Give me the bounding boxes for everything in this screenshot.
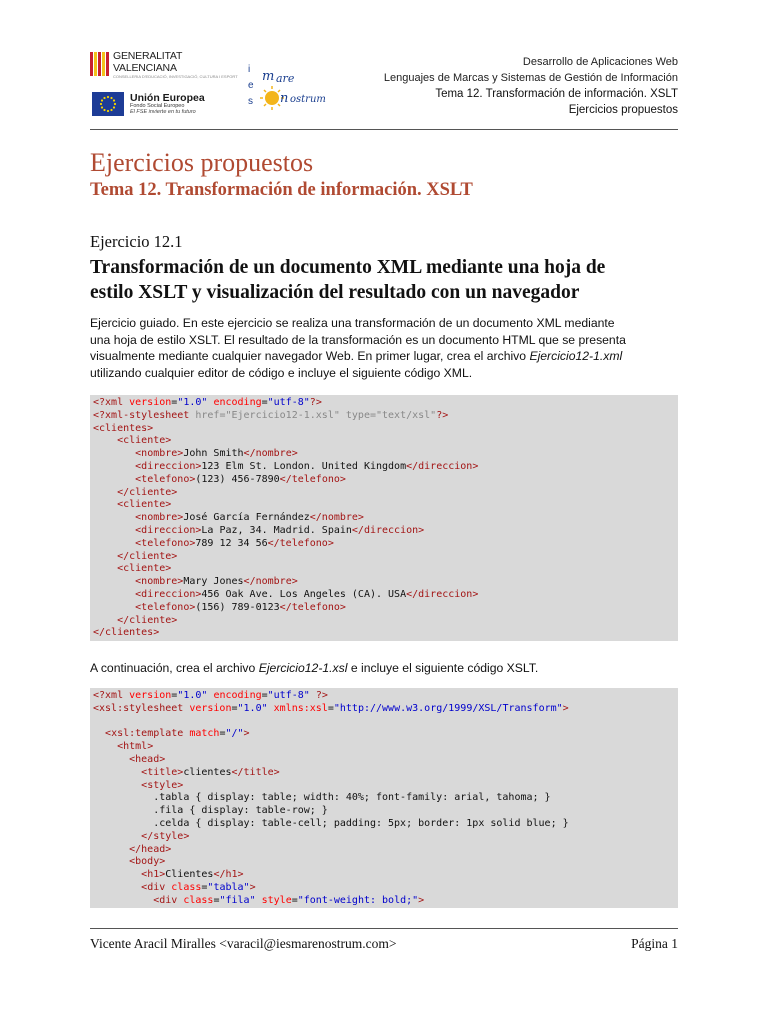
generalitat-flag-icon	[90, 52, 109, 76]
code-line: </cliente>	[117, 550, 178, 562]
code-line: <cliente>	[117, 499, 172, 511]
eu-title: Unión Europea	[130, 91, 205, 104]
document-subtitle: Tema 12. Transformación de información. XSLT	[90, 180, 473, 200]
svg-text:are: are	[276, 72, 295, 85]
topic-name: Tema 12. Transformación de información. XSLT	[435, 88, 678, 100]
generalitat-logo	[90, 49, 238, 79]
code-line: <telefono>(156) 789-0123</telefono>	[135, 601, 346, 613]
second-instruction-after: e incluye el siguiente código XSLT.	[347, 661, 539, 675]
intro-line-1: Ejercicio guiado. En este ejercicio se realiza una transformación de un documento XML mediante	[90, 316, 615, 330]
code-line: <?xml version="1.0" encoding="utf-8" ?>	[93, 690, 328, 701]
section-name: Ejercicios propuestos	[568, 104, 678, 116]
generalitat-subtitle: CONSELLERIA D'EDUCACIÓ, INVESTIGACIÓ, CULTURA I ESPORT	[113, 73, 238, 79]
code-line	[93, 716, 678, 729]
code-line: <style>	[141, 779, 184, 791]
ies-mare-nostrum-logo	[246, 58, 346, 114]
xslt-code-block	[90, 688, 678, 908]
svg-text:m: m	[262, 69, 275, 84]
second-instruction	[90, 660, 538, 676]
footer-author: Vicente Aracil Miralles <varacil@iesmarenostrum.com>	[90, 936, 397, 951]
svg-text:n: n	[280, 91, 289, 106]
intro-line-3	[90, 348, 678, 365]
code-line: <xsl:stylesheet version="1.0" xmlns:xsl="http://www.w3.org/1999/XSL/Transform">	[93, 702, 569, 714]
subject-name: Lenguajes de Marcas y Sistemas de Gestión de Información	[383, 72, 678, 84]
code-line: <title>clientes</title>	[141, 766, 280, 778]
xsl-file-name: Ejercicio12-1.xsl	[258, 661, 348, 675]
exercise-title-line-2: estilo XSLT y visualización del resultado con un navegador	[90, 282, 580, 303]
exercise-title	[90, 255, 690, 305]
exercise-label: Ejercicio 12.1	[90, 232, 183, 251]
code-line: .fila { display: table-row; }	[153, 805, 328, 817]
code-line: </head>	[129, 843, 172, 855]
code-line: .tabla { display: table; width: 40%; font-family: arial, tahoma; }	[153, 792, 551, 804]
code-line: <?xml version="1.0" encoding="utf-8"?>	[93, 397, 322, 408]
code-line: </cliente>	[117, 486, 178, 498]
eu-tagline: El FSE invierte en tu futuro	[130, 108, 196, 115]
xml-code-block	[90, 395, 678, 641]
second-instruction-before: A continuación, crea el archivo	[90, 661, 259, 675]
code-line: <head>	[129, 753, 166, 765]
code-line: <clientes>	[93, 422, 154, 434]
eu-logo	[92, 88, 232, 120]
exercise-title-line-1: Transformación de un documento XML mediante una hoja de	[90, 257, 606, 278]
intro-line-4: utilizando cualquier editor de código e incluye el siguiente código XML.	[90, 365, 473, 380]
exercise-intro-paragraph	[90, 315, 678, 381]
svg-text:s: s	[248, 96, 253, 107]
header-divider	[90, 129, 678, 130]
code-line: <nombre>John Smith</nombre>	[135, 448, 298, 460]
course-name: Desarrollo de Aplicaciones Web	[522, 56, 678, 68]
code-line: <?xml-stylesheet href="Ejercicio12-1.xsl" type="text/xsl"?>	[93, 409, 449, 421]
header-course-info	[384, 54, 678, 118]
code-line: <telefono>789 12 34 56</telefono>	[135, 537, 334, 549]
code-line: .celda { display: table-cell; padding: 5px; border: 1px solid blue; }	[153, 817, 569, 829]
code-line: <xsl:template match="/">	[105, 728, 250, 740]
eu-flag-icon	[92, 92, 124, 116]
page-header	[90, 46, 678, 128]
code-line: <direccion>La Paz, 34. Madrid. Spain</direccion>	[135, 524, 425, 536]
code-line: <telefono>(123) 456-7890</telefono>	[135, 473, 346, 485]
eu-subtitle: Fondo Social Europeo	[130, 102, 185, 109]
footer-page-number: Página 1	[631, 936, 678, 951]
code-line: <nombre>José García Fernández</nombre>	[135, 512, 364, 524]
generalitat-name: GENERALITAT VALENCIANA	[113, 49, 182, 74]
code-line: <cliente>	[117, 435, 172, 447]
code-line: <html>	[117, 741, 154, 753]
xml-file-name: Ejercicio12-1.xml	[529, 349, 623, 363]
code-line: </clientes>	[93, 627, 160, 639]
code-line: <h1>Clientes</h1>	[141, 869, 244, 881]
code-line: <body>	[129, 856, 166, 868]
code-line: </cliente>	[117, 614, 178, 626]
code-line: <direccion>123 Elm St. London. United Kingdom</direccion>	[135, 460, 479, 472]
code-line: </style>	[141, 830, 190, 842]
intro-line-3-text: visualmente mediante cualquier navegador Web. En primer lugar, crea el archivo	[90, 349, 530, 363]
intro-line-2: una hoja de estilo XSLT. El resultado de la transformación es un documento HTML que se presenta	[90, 332, 626, 347]
svg-text:ostrum: ostrum	[290, 94, 326, 105]
svg-text:e: e	[248, 80, 254, 91]
code-line: <direccion>456 Oak Ave. Los Angeles (CA). USA</direccion>	[135, 588, 479, 600]
code-line: <div class="tabla">	[141, 881, 256, 893]
code-line: <nombre>Mary Jones</nombre>	[135, 576, 298, 588]
svg-text:i: i	[248, 64, 251, 75]
document-title: Ejercicios propuestos	[90, 148, 314, 177]
code-line: <cliente>	[117, 563, 172, 575]
code-line: <div class="fila" style="font-weight: bold;">	[153, 894, 425, 906]
footer-divider	[90, 928, 678, 929]
